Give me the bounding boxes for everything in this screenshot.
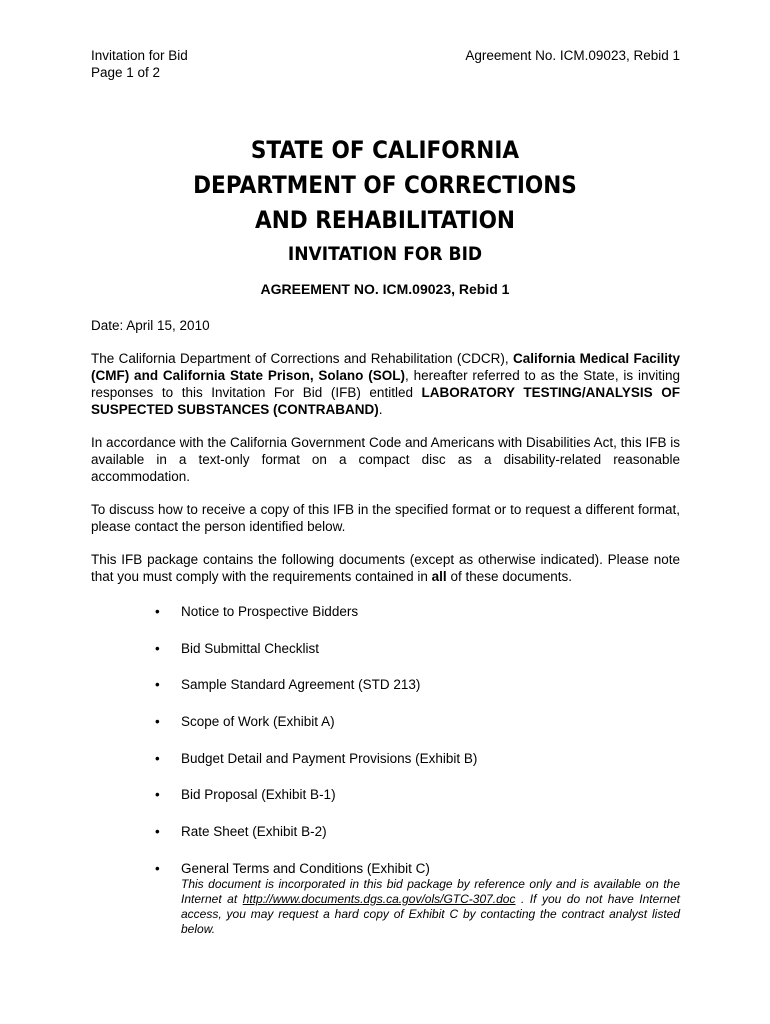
bullet-icon: • [155,640,160,656]
gtc-note-text-1: This document is incorporated in this bid package by reference only and is available on the Internet at [181,876,680,906]
list-item [155,603,680,620]
intro-paragraph [91,350,680,418]
title-line-3: AND REHABILITATION [254,206,516,234]
header-page-number: Page 1 of 2 [91,65,161,80]
list-item-label: General Terms and Conditions (Exhibit C) [181,860,430,876]
list-item-label: Budget Detail and Payment Provisions (Exhibit B) [181,750,478,766]
intro-text-3: . [378,402,383,417]
list-item-label: Rate Sheet (Exhibit B-2) [181,824,327,840]
accessibility-paragraph: In accordance with the California Government Code and Americans with Disabilities Act, this IFB is available in a text-only format on a compact disc as a disability-related reasonable accommodation. [91,435,680,484]
header-doc-type: Invitation for Bid [91,48,188,63]
list-item-label: Scope of Work (Exhibit A) [181,714,335,730]
bullet-icon: • [155,860,160,876]
list-item [155,786,680,803]
bullet-icon: • [155,824,160,840]
list-item-label: Sample Standard Agreement (STD 213) [181,677,421,693]
format-request-paragraph: To discuss how to receive a copy of this IFB in the specified format or to request a different format, please contact the person identified below. [91,502,680,534]
gtc-document-link[interactable]: http://www.documents.dgs.ca.gov/ols/GTC-307.doc [242,891,516,906]
list-item [155,640,680,657]
package-text-2: of these documents. [446,569,573,584]
list-item [155,750,680,767]
bullet-icon: • [155,677,160,693]
package-text-1: This IFB package contains the following documents (except as otherwise indicated). Please note that you must comply with the requirements contained in [91,552,680,584]
bullet-icon: • [155,714,160,730]
list-item-label: Bid Proposal (Exhibit B-1) [181,787,336,803]
list-item-label: Bid Submittal Checklist [181,640,320,656]
gtc-note-text-2: . If you do not have Internet access, you may request a hard copy of Exhibit C by contacting the contract analyst listed below. [181,891,680,936]
list-item [155,713,680,730]
intro-ifb-title: LABORATORY TESTING/ANALYSIS OF SUSPECTED SUBSTANCES (CONTRABAND) [91,385,680,417]
issue-date: Date: April 15, 2010 [91,318,210,333]
intro-text-2: , hereafter referred to as the State, is inviting responses to this Invitation For Bid (IFB) entitled [91,368,680,400]
list-item [155,823,680,840]
bullet-icon: • [155,750,160,766]
document-subtitle: INVITATION FOR BID [287,243,483,265]
document-list [155,603,680,957]
header-left [91,47,188,81]
package-emphasis: all [431,569,447,584]
intro-facilities: California Medical Facility (CMF) and California State Prison, Solano (SOL) [91,351,680,383]
title-line-2: DEPARTMENT OF CORRECTIONS [193,171,577,199]
intro-text-1: The California Department of Corrections and Rehabilitation (CDCR), [91,351,513,366]
package-contents-paragraph [91,551,680,585]
list-item [155,676,680,693]
agreement-number-heading: AGREEMENT NO. ICM.09023, Rebid 1 [260,281,510,297]
document-title [0,133,770,267]
list-item-label: Notice to Prospective Bidders [181,604,359,619]
header-agreement-number: Agreement No. ICM.09023, Rebid 1 [465,48,680,63]
list-item [155,860,680,937]
bullet-icon: • [155,604,160,619]
gtc-note [181,877,680,937]
bullet-icon: • [155,787,160,803]
title-line-1: STATE OF CALIFORNIA [250,136,520,164]
